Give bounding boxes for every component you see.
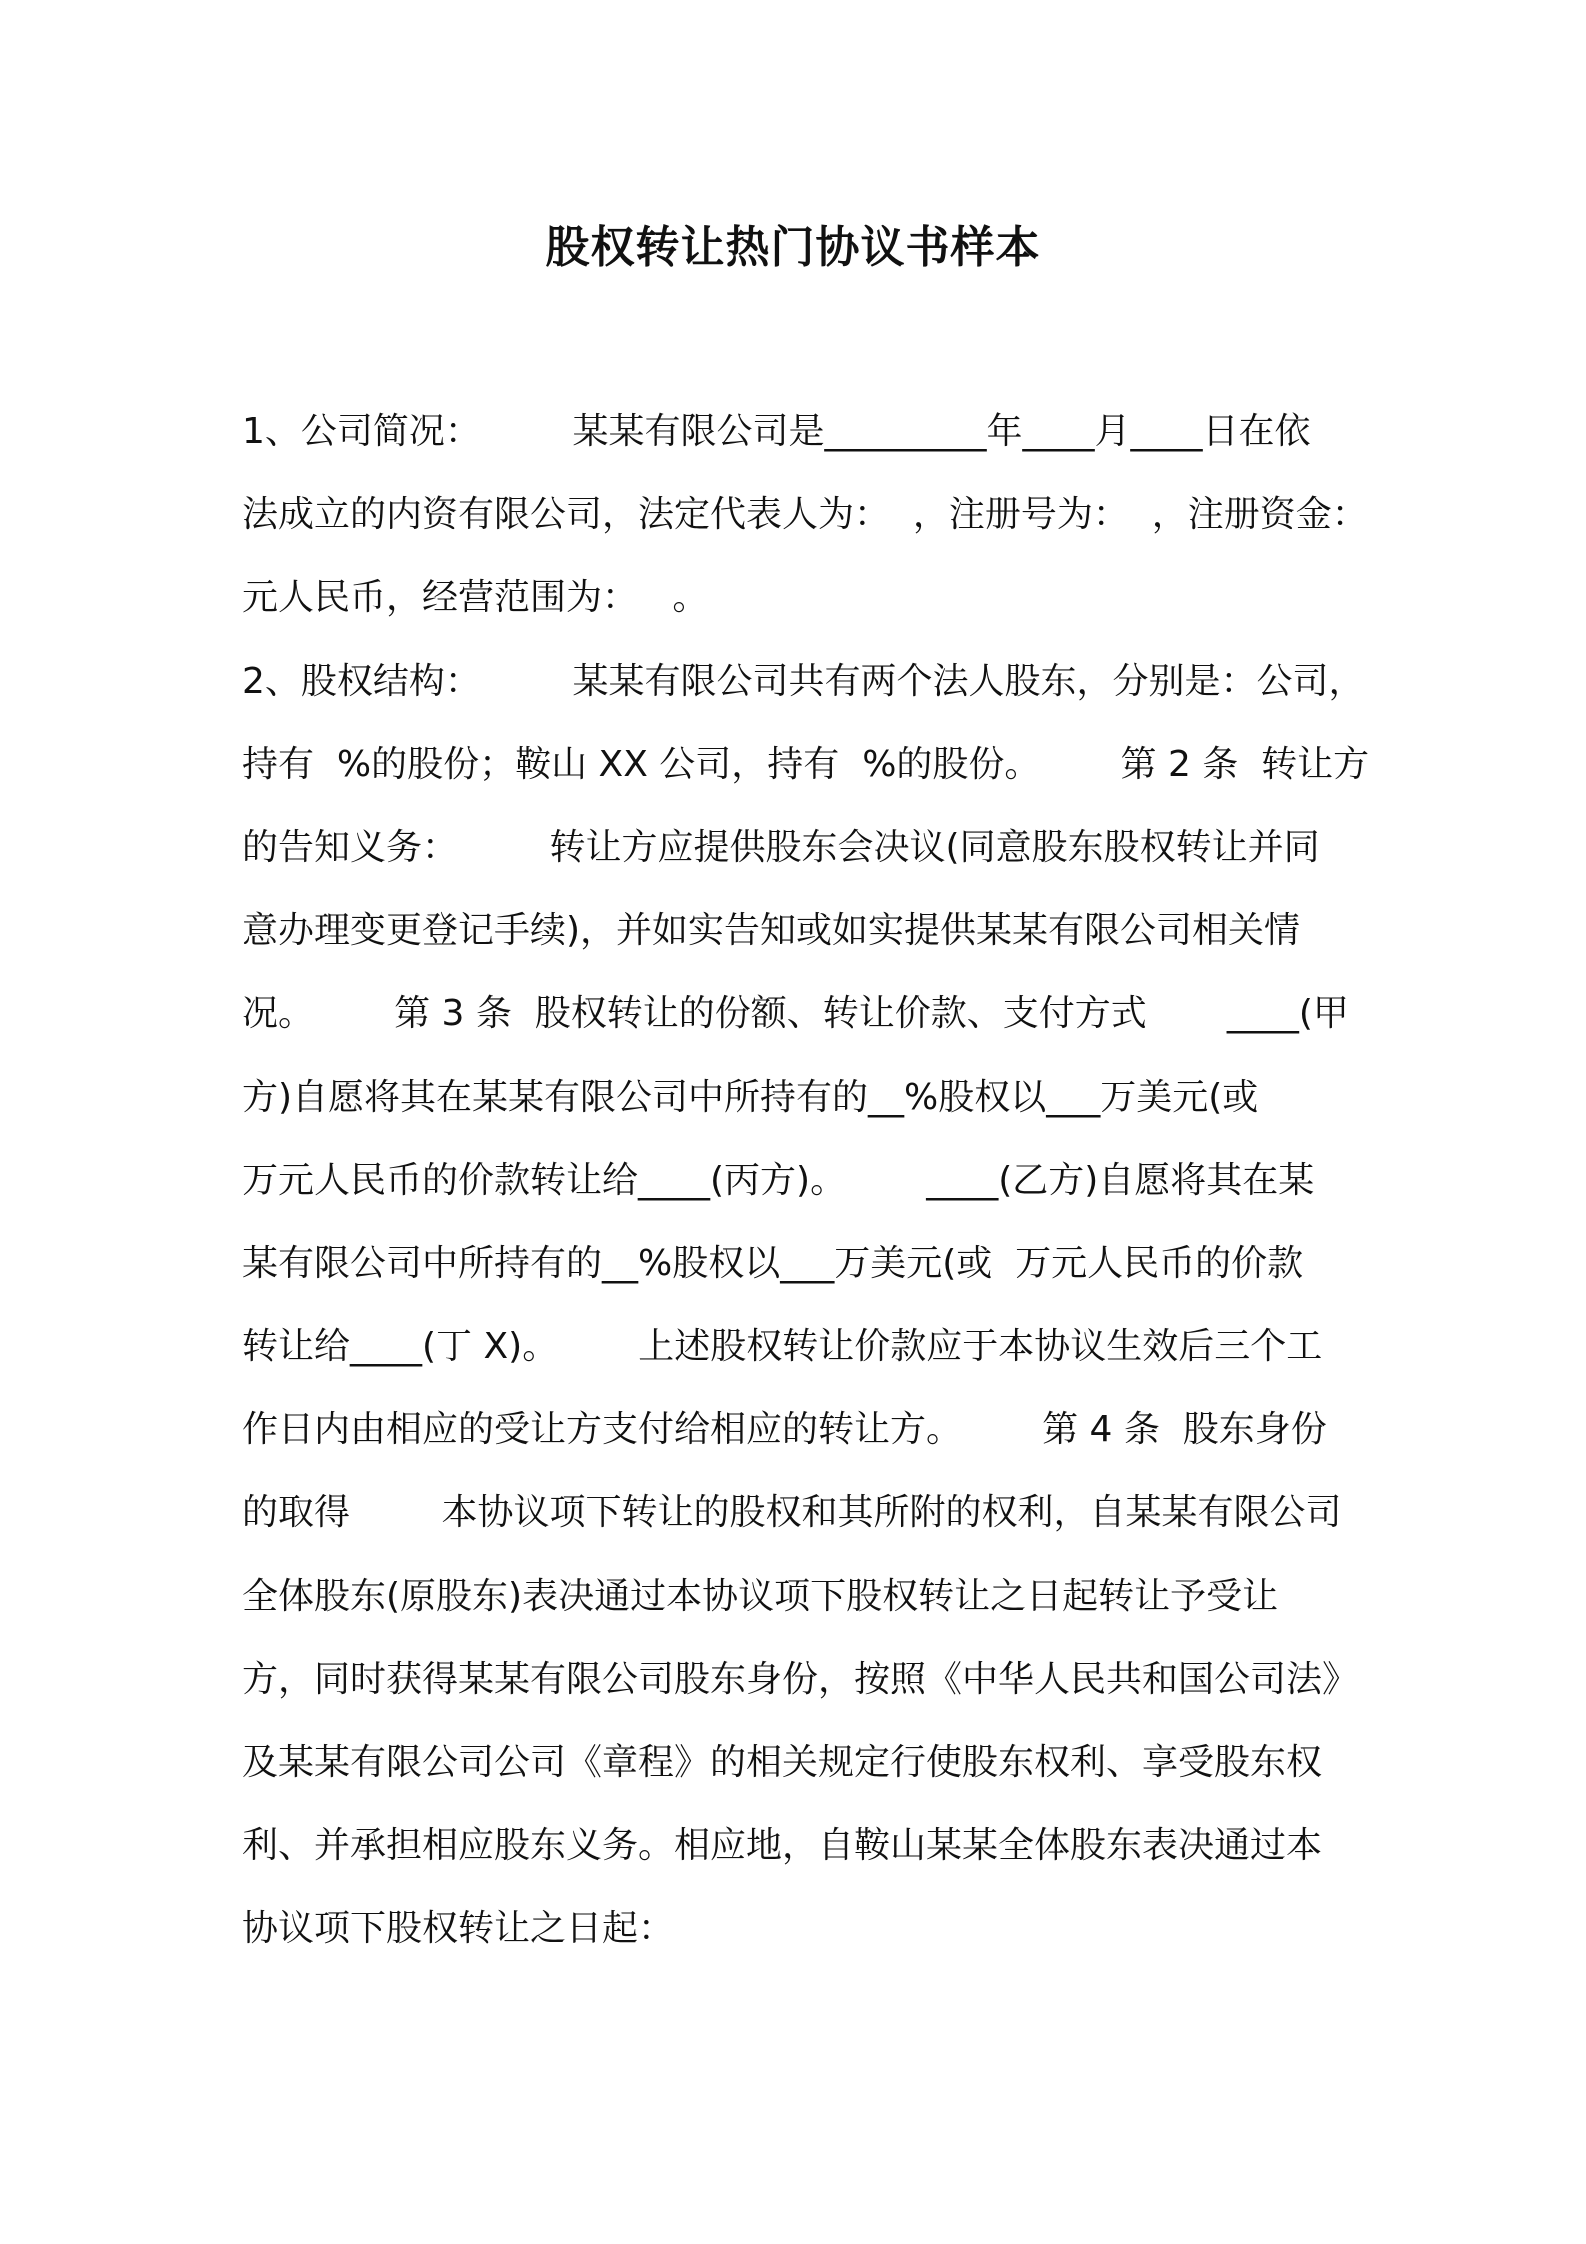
document-title: 股权转让热门协议书样本 — [545, 222, 1041, 273]
body-line: 协议项下股权转让之日起： — [242, 1908, 675, 1950]
body-line: 全体股东(原股东)表决通过本协议项下股权转让之日起转让予受让 — [242, 1575, 1279, 1617]
document-body — [242, 407, 1370, 1988]
body-line: 利、并承担相应股东义务。相应地，自鞍山某某全体股东表决通过本 — [242, 1825, 1323, 1867]
body-line: 的取得 本协议项下转让的股权和其所附的权利，自某某有限公司 — [242, 1492, 1342, 1534]
body-line: 及某某有限公司公司《章程》的相关规定行使股东权利、享受股东权 — [242, 1742, 1323, 1783]
body-line: 法成立的内资有限公司，法定代表人为： ，注册号为： ，注册资金： — [242, 494, 1368, 536]
body-line: 意办理变更登记手续)，并如实告知或如实提供某某有限公司相关情 — [242, 910, 1301, 952]
body-line: 2、股权结构： 某某有限公司共有两个法人股东，分别是：公司， — [242, 660, 1365, 702]
body-line: 转让给____(丁 X)。 上述股权转让价款应于本协议生效后三个工 — [242, 1326, 1323, 1368]
body-line: 持有 %的股份；鞍山 XX 公司，持有 %的股份。 第 2 条 转让方 — [242, 743, 1370, 785]
body-line: 作日内由相应的受让方支付给相应的转让方。 第 4 条 股东身份 — [242, 1409, 1327, 1451]
body-line: 万元人民币的价款转让给____(丙方)。 ____(乙方)自愿将其在某 — [242, 1159, 1315, 1201]
body-line: 的告知义务： 转让方应提供股东会决议(同意股东股权转让并同 — [242, 826, 1320, 868]
body-line: 元人民币，经营范围为： 。 — [242, 577, 709, 619]
body-line: 方，同时获得某某有限公司股东身份，按照《中华人民共和国公司法》 — [242, 1658, 1359, 1700]
body-line: 某有限公司中所持有的__%股权以___万美元(或 万元人民币的价款 — [242, 1242, 1304, 1284]
body-line: 况。 第 3 条 股权转让的份额、转让价款、支付方式 ____(甲 — [242, 993, 1349, 1035]
body-line: 1、公司简况： 某某有限公司是_________年____月____日在依 — [242, 411, 1311, 452]
body-line: 方)自愿将其在某某有限公司中所持有的__%股权以___万美元(或 — [242, 1076, 1259, 1118]
